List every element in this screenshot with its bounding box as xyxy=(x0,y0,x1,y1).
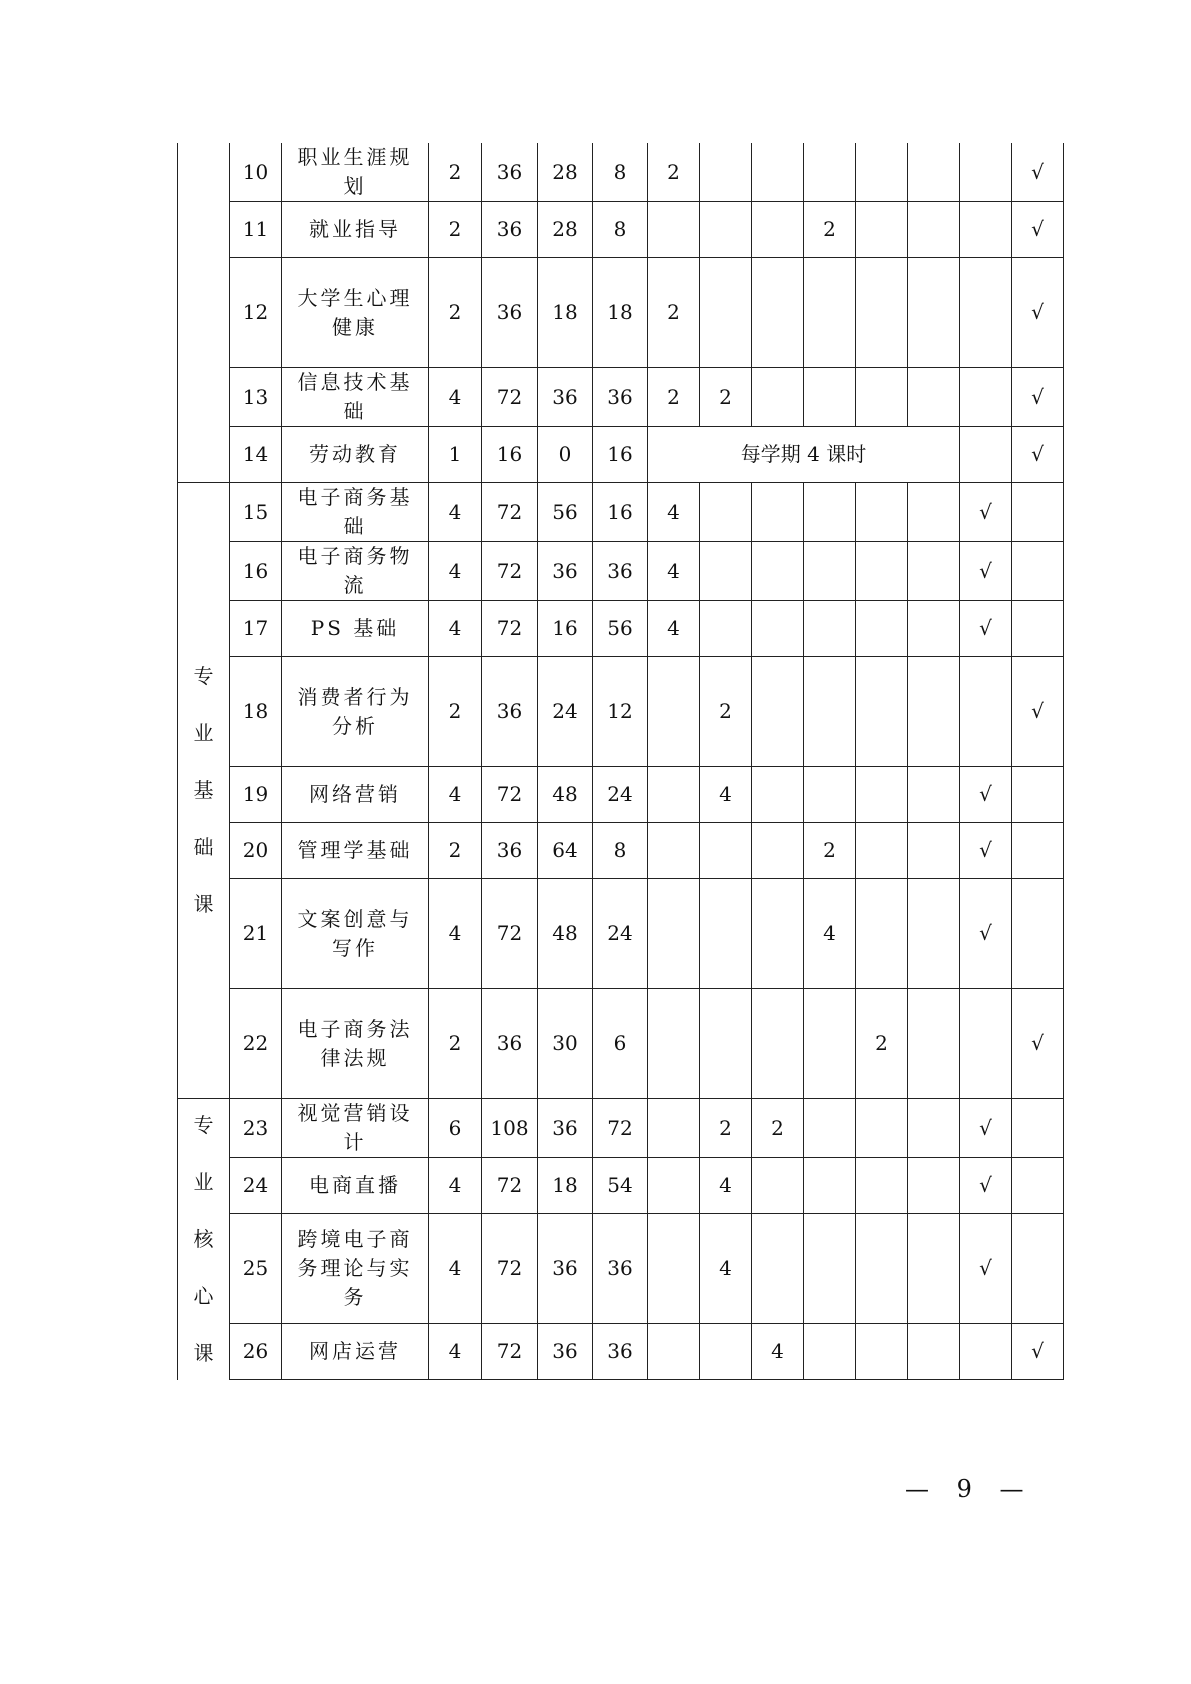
exam-cell: √ xyxy=(960,1158,1012,1214)
hours-cell: 36 xyxy=(482,143,538,202)
table-row xyxy=(178,823,1112,879)
credits-cell: 4 xyxy=(429,767,482,823)
table-row xyxy=(178,143,1112,202)
credits-cell: 4 xyxy=(429,483,482,542)
s4-cell xyxy=(804,542,856,601)
s1-cell xyxy=(648,1158,700,1214)
credits-cell: 4 xyxy=(429,1324,482,1380)
theory-cell: 36 xyxy=(538,368,593,427)
check-cell: √ xyxy=(1012,143,1064,202)
credits-cell: 4 xyxy=(429,368,482,427)
row-number-cell: 13 xyxy=(230,368,282,427)
category-char: 专 xyxy=(193,664,214,688)
course-name-cell: 劳动教育 xyxy=(282,427,429,483)
theory-cell: 24 xyxy=(538,657,593,767)
s5-cell: 2 xyxy=(856,989,908,1099)
practice-cell: 8 xyxy=(593,143,648,202)
row-number-cell: 26 xyxy=(230,1324,282,1380)
s4-cell: 2 xyxy=(804,823,856,879)
theory-cell: 18 xyxy=(538,1158,593,1214)
check-cell: √ xyxy=(1012,258,1064,368)
row-number-cell: 14 xyxy=(230,427,282,483)
s2-cell xyxy=(700,258,752,368)
exam-cell xyxy=(960,657,1012,767)
row-number-cell: 11 xyxy=(230,202,282,258)
s6-cell xyxy=(908,1214,960,1324)
s6-cell xyxy=(908,1158,960,1214)
s1-cell: 2 xyxy=(648,368,700,427)
s6-cell xyxy=(908,368,960,427)
s3-cell xyxy=(752,823,804,879)
s5-cell xyxy=(856,1158,908,1214)
s5-cell xyxy=(856,143,908,202)
s3-cell: 2 xyxy=(752,1099,804,1158)
s5-cell xyxy=(856,879,908,989)
s3-cell: 4 xyxy=(752,1324,804,1380)
practice-cell: 8 xyxy=(593,202,648,258)
hours-cell: 72 xyxy=(482,483,538,542)
theory-cell: 48 xyxy=(538,879,593,989)
check-cell: √ xyxy=(1012,202,1064,258)
s2-cell: 4 xyxy=(700,1214,752,1324)
theory-cell: 16 xyxy=(538,601,593,657)
course-name-cell: 电子商务法律法规 xyxy=(282,989,429,1099)
exam-cell xyxy=(960,258,1012,368)
s3-cell xyxy=(752,767,804,823)
hours-cell: 72 xyxy=(482,601,538,657)
table-row xyxy=(178,427,1112,483)
category-char: 业 xyxy=(193,721,214,745)
s6-cell xyxy=(908,1324,960,1380)
s3-cell xyxy=(752,601,804,657)
s4-cell xyxy=(804,1324,856,1380)
table-row xyxy=(178,1324,1112,1380)
s1-cell xyxy=(648,879,700,989)
practice-cell: 36 xyxy=(593,1214,648,1324)
s4-cell xyxy=(804,657,856,767)
row-number-cell: 10 xyxy=(230,143,282,202)
s1-cell xyxy=(648,657,700,767)
credits-cell: 6 xyxy=(429,1099,482,1158)
check-cell: √ xyxy=(1012,1324,1064,1380)
s5-cell xyxy=(856,368,908,427)
course-name-cell: 电商直播 xyxy=(282,1158,429,1214)
table-row xyxy=(178,1158,1112,1214)
s1-cell xyxy=(648,1099,700,1158)
s1-cell xyxy=(648,989,700,1099)
practice-cell: 16 xyxy=(593,483,648,542)
hours-cell: 36 xyxy=(482,202,538,258)
credits-cell: 4 xyxy=(429,879,482,989)
table-row xyxy=(178,657,1112,767)
s3-cell xyxy=(752,989,804,1099)
course-name-cell: 网店运营 xyxy=(282,1324,429,1380)
hours-cell: 108 xyxy=(482,1099,538,1158)
s5-cell xyxy=(856,657,908,767)
s2-cell: 4 xyxy=(700,1158,752,1214)
course-name-cell: 电子商务物流 xyxy=(282,542,429,601)
s6-cell xyxy=(908,542,960,601)
exam-cell xyxy=(960,1324,1012,1380)
exam-cell: √ xyxy=(960,1214,1012,1324)
s2-cell xyxy=(700,879,752,989)
table-row xyxy=(178,1099,1112,1158)
semester-merged-cell: 每学期 4 课时 xyxy=(648,427,960,483)
s4-cell xyxy=(804,143,856,202)
s4-cell xyxy=(804,1158,856,1214)
s2-cell: 2 xyxy=(700,657,752,767)
s5-cell xyxy=(856,1099,908,1158)
category-char: 课 xyxy=(193,1340,214,1365)
credits-cell: 2 xyxy=(429,143,482,202)
s6-cell xyxy=(908,989,960,1099)
s3-cell xyxy=(752,542,804,601)
s6-cell xyxy=(908,657,960,767)
s3-cell xyxy=(752,202,804,258)
category-char: 基 xyxy=(193,778,214,802)
s3-cell xyxy=(752,1158,804,1214)
credits-cell: 2 xyxy=(429,657,482,767)
exam-cell: √ xyxy=(960,542,1012,601)
category-char: 课 xyxy=(193,892,214,916)
category-cell-core xyxy=(178,1099,230,1380)
course-name-cell: 就业指导 xyxy=(282,202,429,258)
s3-cell xyxy=(752,368,804,427)
hours-cell: 72 xyxy=(482,767,538,823)
check-cell xyxy=(1012,1214,1064,1324)
course-table xyxy=(177,143,1112,1380)
s6-cell xyxy=(908,1099,960,1158)
s1-cell xyxy=(648,1214,700,1324)
category-cell-basic xyxy=(178,483,230,1099)
s5-cell xyxy=(856,823,908,879)
table-row xyxy=(178,879,1112,989)
s2-cell xyxy=(700,483,752,542)
practice-cell: 54 xyxy=(593,1158,648,1214)
s4-cell: 2 xyxy=(804,202,856,258)
exam-cell xyxy=(960,427,1012,483)
row-number-cell: 12 xyxy=(230,258,282,368)
s5-cell xyxy=(856,1214,908,1324)
practice-cell: 36 xyxy=(593,368,648,427)
s2-cell xyxy=(700,143,752,202)
practice-cell: 12 xyxy=(593,657,648,767)
exam-cell xyxy=(960,989,1012,1099)
hours-cell: 72 xyxy=(482,879,538,989)
exam-cell xyxy=(960,143,1012,202)
s3-cell xyxy=(752,1214,804,1324)
page-number: — 9 — xyxy=(905,1475,1034,1503)
table-row xyxy=(178,1214,1112,1324)
assessment-cell: √ xyxy=(1012,427,1064,483)
practice-cell: 18 xyxy=(593,258,648,368)
table-row xyxy=(178,368,1112,427)
s1-cell: 4 xyxy=(648,601,700,657)
practice-cell: 56 xyxy=(593,601,648,657)
s1-cell: 4 xyxy=(648,483,700,542)
row-number-cell: 18 xyxy=(230,657,282,767)
table-row xyxy=(178,202,1112,258)
theory-cell: 30 xyxy=(538,989,593,1099)
course-name-cell: 消费者行为分析 xyxy=(282,657,429,767)
hours-cell: 72 xyxy=(482,368,538,427)
credits-cell: 2 xyxy=(429,258,482,368)
theory-cell: 28 xyxy=(538,202,593,258)
check-cell: √ xyxy=(1012,989,1064,1099)
course-name-cell: PS 基础 xyxy=(282,601,429,657)
theory-cell: 56 xyxy=(538,483,593,542)
s4-cell: 4 xyxy=(804,879,856,989)
s2-cell xyxy=(700,823,752,879)
table-row xyxy=(178,767,1112,823)
row-number-cell: 25 xyxy=(230,1214,282,1324)
practice-cell: 36 xyxy=(593,1324,648,1380)
theory-cell: 36 xyxy=(538,1099,593,1158)
check-cell: √ xyxy=(1012,368,1064,427)
s2-cell: 2 xyxy=(700,368,752,427)
hours-cell: 72 xyxy=(482,1214,538,1324)
credits-cell: 2 xyxy=(429,823,482,879)
hours-cell: 36 xyxy=(482,989,538,1099)
hours-cell: 36 xyxy=(482,657,538,767)
row-number-cell: 24 xyxy=(230,1158,282,1214)
s6-cell xyxy=(908,202,960,258)
row-number-cell: 15 xyxy=(230,483,282,542)
course-name-cell: 文案创意与写作 xyxy=(282,879,429,989)
row-number-cell: 16 xyxy=(230,542,282,601)
practice-cell: 72 xyxy=(593,1099,648,1158)
theory-cell: 36 xyxy=(538,542,593,601)
exam-cell xyxy=(960,202,1012,258)
s5-cell xyxy=(856,767,908,823)
exam-cell xyxy=(960,368,1012,427)
s1-cell xyxy=(648,1324,700,1380)
practice-cell: 24 xyxy=(593,879,648,989)
s6-cell xyxy=(908,483,960,542)
row-number-cell: 17 xyxy=(230,601,282,657)
hours-cell: 72 xyxy=(482,1158,538,1214)
category-cell-public xyxy=(178,143,230,483)
course-name-cell: 视觉营销设计 xyxy=(282,1099,429,1158)
s2-cell: 2 xyxy=(700,1099,752,1158)
s1-cell: 2 xyxy=(648,258,700,368)
s3-cell xyxy=(752,879,804,989)
s5-cell xyxy=(856,1324,908,1380)
credits-cell: 4 xyxy=(429,1158,482,1214)
course-name-cell: 跨境电子商务理论与实务 xyxy=(282,1214,429,1324)
table-row xyxy=(178,483,1112,542)
s3-cell xyxy=(752,258,804,368)
credits-cell: 2 xyxy=(429,989,482,1099)
check-cell xyxy=(1012,601,1064,657)
s5-cell xyxy=(856,202,908,258)
row-number-cell: 23 xyxy=(230,1099,282,1158)
table-row xyxy=(178,258,1112,368)
s6-cell xyxy=(908,601,960,657)
s4-cell xyxy=(804,368,856,427)
s2-cell xyxy=(700,202,752,258)
s4-cell xyxy=(804,483,856,542)
s2-cell xyxy=(700,601,752,657)
practice-cell: 16 xyxy=(593,427,648,483)
category-char: 础 xyxy=(193,835,214,859)
course-name-cell: 大学生心理健康 xyxy=(282,258,429,368)
s6-cell xyxy=(908,258,960,368)
s2-cell xyxy=(700,542,752,601)
exam-cell: √ xyxy=(960,879,1012,989)
s3-cell xyxy=(752,657,804,767)
check-cell xyxy=(1012,542,1064,601)
exam-cell: √ xyxy=(960,483,1012,542)
s4-cell xyxy=(804,1099,856,1158)
row-number-cell: 21 xyxy=(230,879,282,989)
s2-cell xyxy=(700,989,752,1099)
theory-cell: 48 xyxy=(538,767,593,823)
credits-cell: 1 xyxy=(429,427,482,483)
s2-cell: 4 xyxy=(700,767,752,823)
s4-cell xyxy=(804,1214,856,1324)
hours-cell: 72 xyxy=(482,542,538,601)
table-row xyxy=(178,601,1112,657)
s6-cell xyxy=(908,767,960,823)
s5-cell xyxy=(856,601,908,657)
course-name-cell: 电子商务基础 xyxy=(282,483,429,542)
category-char: 核 xyxy=(193,1226,214,1251)
practice-cell: 6 xyxy=(593,989,648,1099)
table-row xyxy=(178,989,1112,1099)
credits-cell: 4 xyxy=(429,1214,482,1324)
hours-cell: 16 xyxy=(482,427,538,483)
s4-cell xyxy=(804,258,856,368)
s4-cell xyxy=(804,989,856,1099)
table-row xyxy=(178,542,1112,601)
s1-cell xyxy=(648,823,700,879)
theory-cell: 64 xyxy=(538,823,593,879)
s3-cell xyxy=(752,483,804,542)
hours-cell: 36 xyxy=(482,823,538,879)
theory-cell: 36 xyxy=(538,1214,593,1324)
row-number-cell: 20 xyxy=(230,823,282,879)
s5-cell xyxy=(856,483,908,542)
credits-cell: 4 xyxy=(429,542,482,601)
credits-cell: 4 xyxy=(429,601,482,657)
s1-cell xyxy=(648,767,700,823)
category-char: 业 xyxy=(193,1169,214,1194)
s3-cell xyxy=(752,143,804,202)
s4-cell xyxy=(804,601,856,657)
exam-cell: √ xyxy=(960,823,1012,879)
check-cell xyxy=(1012,823,1064,879)
exam-cell: √ xyxy=(960,1099,1012,1158)
row-number-cell: 22 xyxy=(230,989,282,1099)
s5-cell xyxy=(856,258,908,368)
course-name-cell: 职业生涯规划 xyxy=(282,143,429,202)
check-cell xyxy=(1012,767,1064,823)
s1-cell xyxy=(648,202,700,258)
exam-cell: √ xyxy=(960,601,1012,657)
credits-cell: 2 xyxy=(429,202,482,258)
course-name-cell: 网络营销 xyxy=(282,767,429,823)
check-cell: √ xyxy=(1012,657,1064,767)
theory-cell: 28 xyxy=(538,143,593,202)
category-char: 专 xyxy=(193,1112,214,1137)
practice-cell: 36 xyxy=(593,542,648,601)
theory-cell: 18 xyxy=(538,258,593,368)
theory-cell: 0 xyxy=(538,427,593,483)
check-cell xyxy=(1012,879,1064,989)
s1-cell: 2 xyxy=(648,143,700,202)
s5-cell xyxy=(856,542,908,601)
theory-cell: 36 xyxy=(538,1324,593,1380)
practice-cell: 8 xyxy=(593,823,648,879)
hours-cell: 72 xyxy=(482,1324,538,1380)
row-number-cell: 19 xyxy=(230,767,282,823)
check-cell xyxy=(1012,1158,1064,1214)
check-cell xyxy=(1012,483,1064,542)
course-name-cell: 管理学基础 xyxy=(282,823,429,879)
s6-cell xyxy=(908,879,960,989)
course-name-cell: 信息技术基础 xyxy=(282,368,429,427)
practice-cell: 24 xyxy=(593,767,648,823)
hours-cell: 36 xyxy=(482,258,538,368)
category-char: 心 xyxy=(193,1283,214,1308)
s2-cell xyxy=(700,1324,752,1380)
s1-cell: 4 xyxy=(648,542,700,601)
s6-cell xyxy=(908,143,960,202)
s6-cell xyxy=(908,823,960,879)
exam-cell: √ xyxy=(960,767,1012,823)
s4-cell xyxy=(804,767,856,823)
check-cell xyxy=(1012,1099,1064,1158)
